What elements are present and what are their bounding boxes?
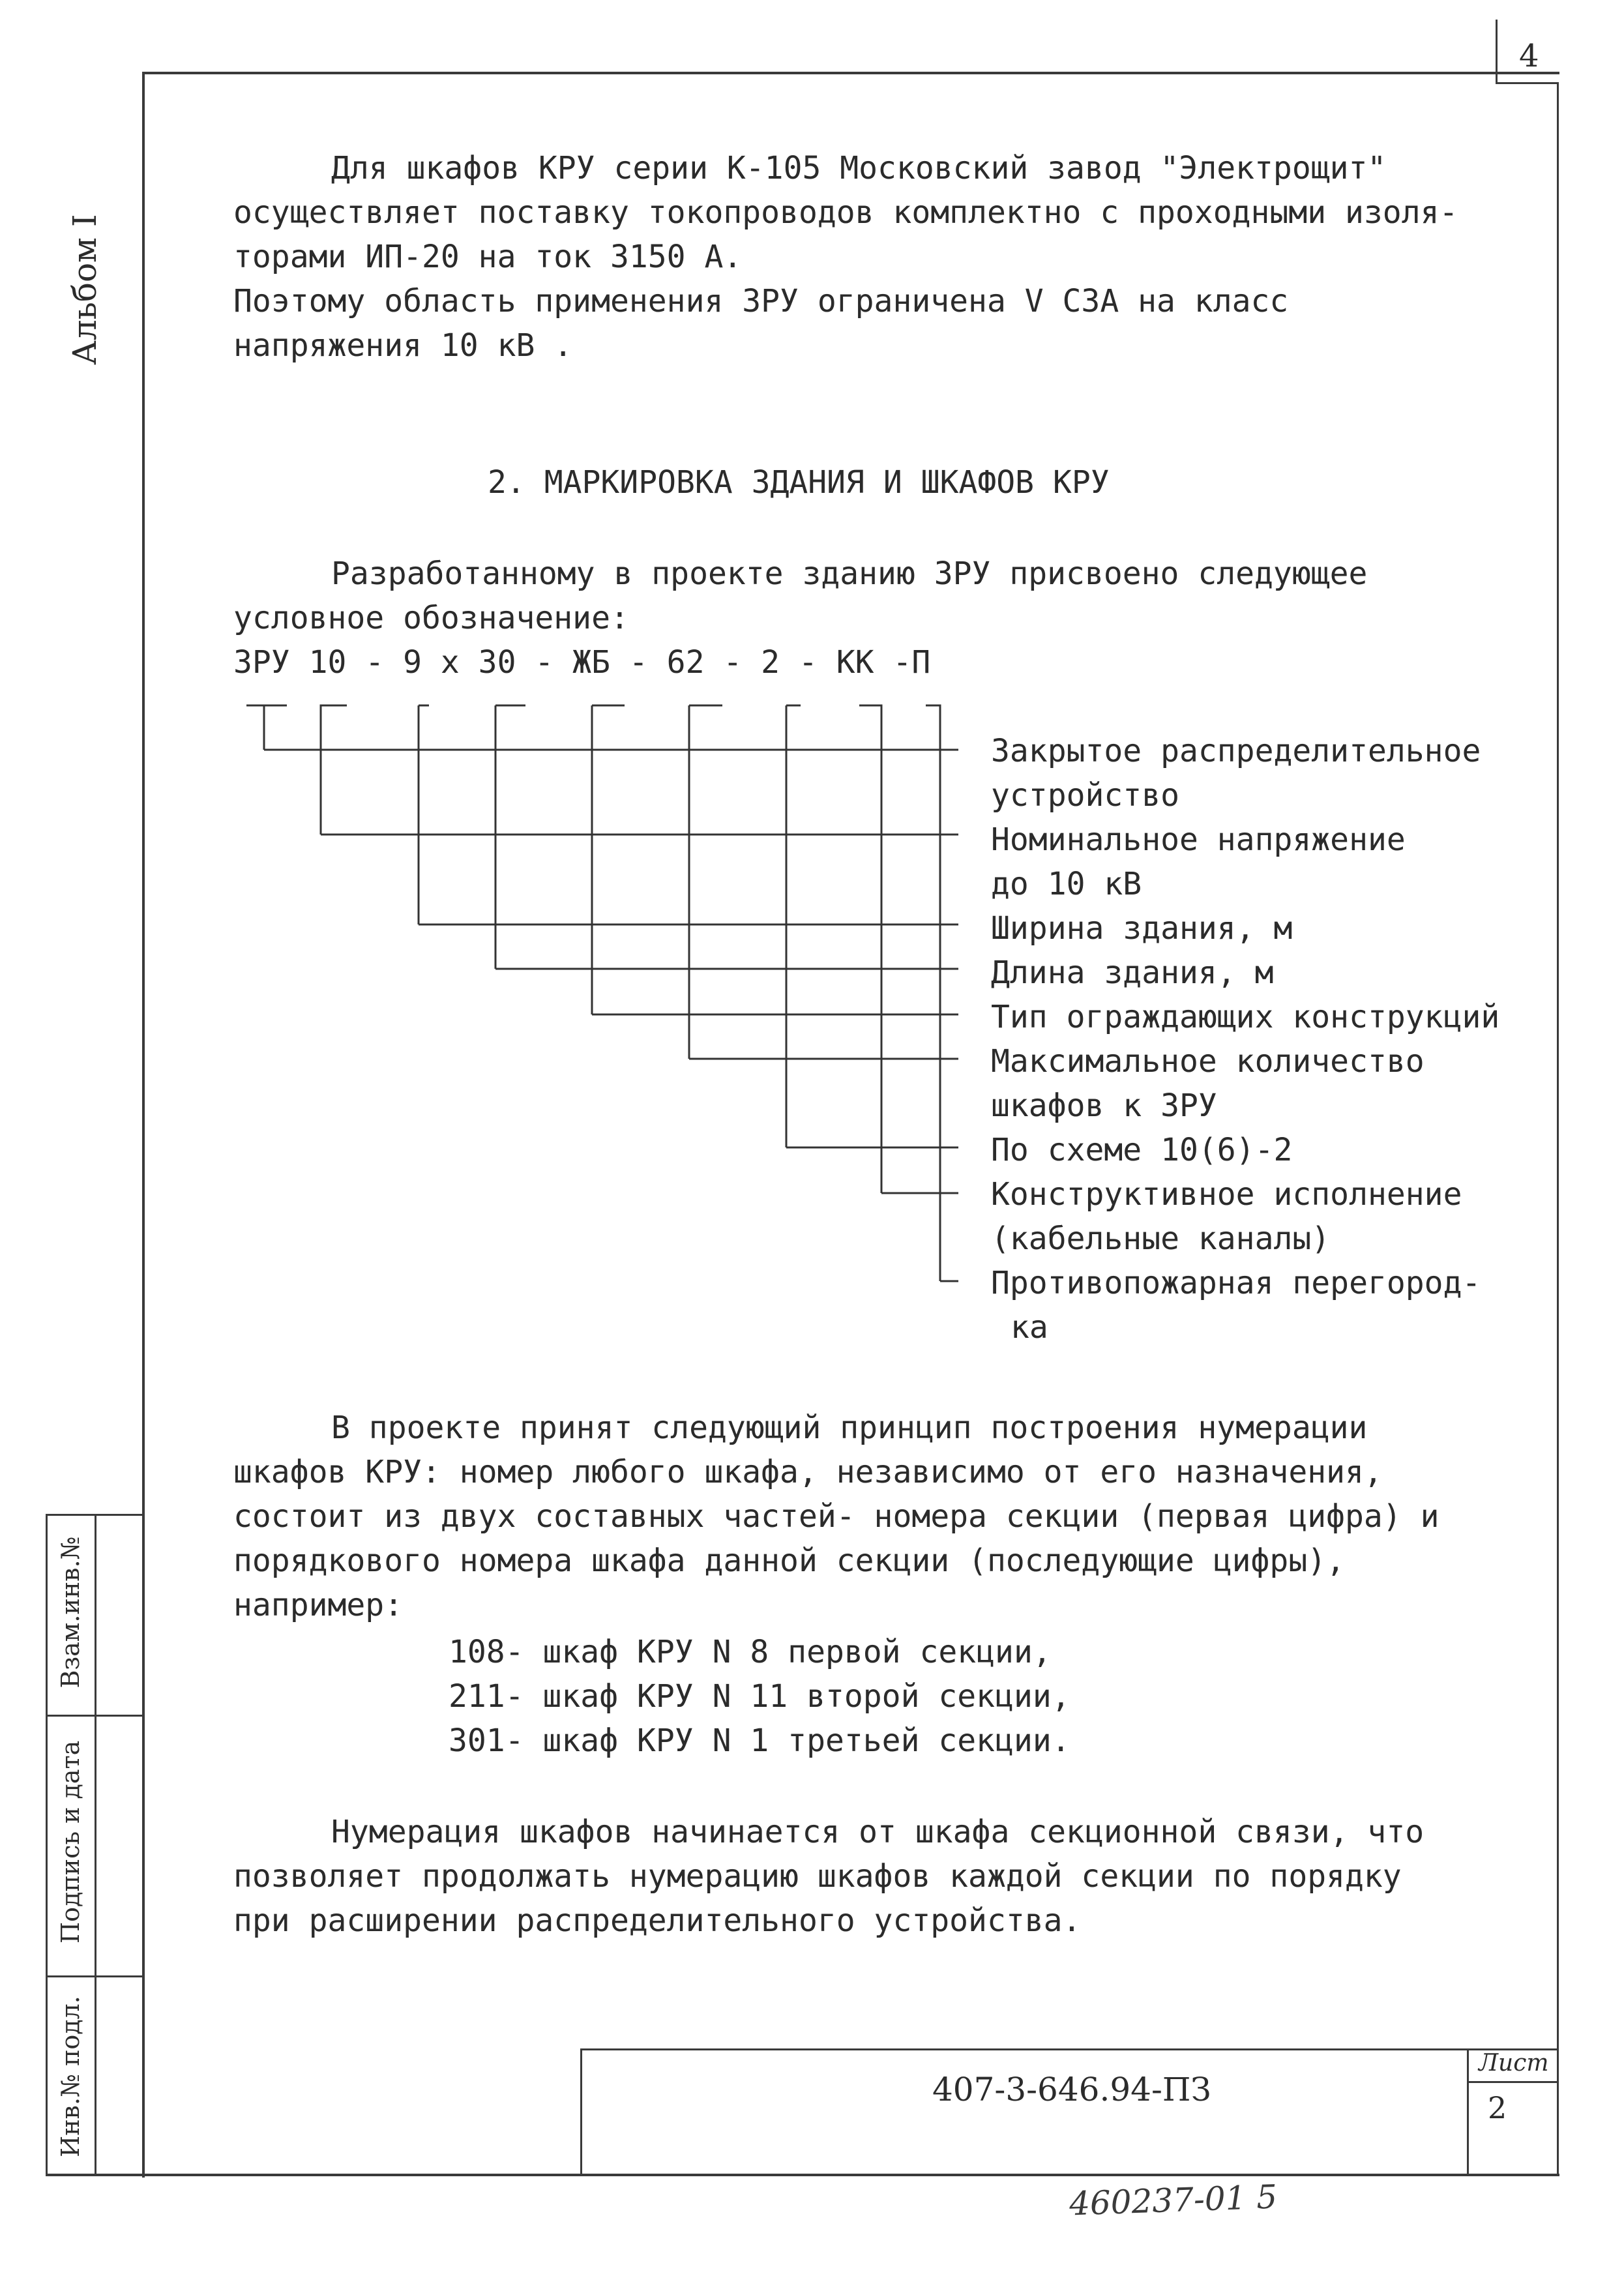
legend-line-9: шкафов к ЗРУ <box>991 1087 1217 1124</box>
paragraph1-line5: напряжения 10 кВ . <box>233 327 573 364</box>
paragraph1-line1: Для шкафов КРУ серии К-105 Московский завод "Электрощит" <box>331 150 1387 186</box>
legend-line-12: (кабельные каналы) <box>991 1220 1331 1257</box>
title-block-sheet-divider <box>1467 2081 1558 2083</box>
legend-line-5: Ширина здания, м <box>991 910 1293 947</box>
example-108: 108- шкаф КРУ N 8 первой секции, <box>449 1634 1052 1670</box>
legend-line-3: Номинальное напряжение <box>991 821 1406 858</box>
paragraph3-line5: например: <box>233 1587 404 1623</box>
stamp-column-mid <box>95 1514 96 2176</box>
paragraph4-line2: позволяет продолжать нумерацию шкафов каждой секции по порядку <box>233 1858 1402 1895</box>
document-code: 407-3-646.94-ПЗ <box>932 2071 1211 2108</box>
designation-code: ЗРУ 10 - 9 х 30 - ЖБ - 62 - 2 - КК -П <box>233 644 931 681</box>
bracket-62 <box>689 705 722 1059</box>
paragraph2-line1: Разработанному в проекте зданию ЗРУ присвоено следующее <box>331 555 1368 592</box>
stamp-inv-original: Инв.№ подл. <box>56 1996 85 2157</box>
paragraph3-line2: шкафов КРУ: номер любого шкафа, независимо от его назначения, <box>233 1454 1383 1490</box>
legend-line-1: Закрытое распределительное <box>991 733 1481 769</box>
paragraph3-line4: порядкового номера шкафа данной секции (последующие цифры), <box>233 1543 1346 1579</box>
paragraph3-line3: состоит из двух составных частей- номера секции (первая цифра) и <box>233 1498 1439 1535</box>
legend-line-7: Тип ограждающих конструкций <box>991 999 1500 1035</box>
handwritten-note: 460237-01 5 <box>1069 2178 1278 2223</box>
bracket-zru <box>246 705 287 750</box>
stamp-exchange-inv: Взам.инв.№ <box>56 1536 85 1689</box>
paragraph1-line2: осуществляет поставку токопроводов комплектно с проходными изоля- <box>233 194 1458 231</box>
title-block-sheet-left <box>1467 2048 1469 2176</box>
sheet-label: Лист <box>1479 2050 1549 2077</box>
bracket-2 <box>786 705 801 1147</box>
bracket-30 <box>495 705 525 969</box>
title-block-top <box>580 2048 1558 2050</box>
page-number: 4 <box>1519 38 1539 74</box>
example-211: 211- шкаф КРУ N 11 второй секции, <box>449 1678 1070 1715</box>
example-301: 301- шкаф КРУ N 1 третьей секции. <box>449 1722 1070 1759</box>
paragraph4-line1: Нумерация шкафов начинается от шкафа секционной связи, что <box>331 1814 1425 1850</box>
legend-line-4: до 10 кВ <box>991 866 1142 902</box>
bracket-10 <box>321 705 347 835</box>
paragraph3-line1: В проекте принят следующий принцип построения нумерации <box>331 1410 1368 1446</box>
legend-line-13: Противопожарная перегород- <box>991 1265 1481 1301</box>
paragraph1-line3: торами ИП-20 на ток 3150 А. <box>233 239 743 275</box>
album-label: Альбом I <box>66 214 104 365</box>
stamp-column-left <box>46 1514 48 2176</box>
paragraph1-line4: Поэтому область применения ЗРУ ограничена V СЗА на класс <box>233 283 1289 319</box>
section-heading: 2. МАРКИРОВКА ЗДАНИЯ И ШКАФОВ КРУ <box>488 464 1110 501</box>
stamp-divider-2 <box>46 1975 145 1977</box>
legend-line-6: Длина здания, м <box>991 954 1274 991</box>
legend-line-10: По схеме 10(6)-2 <box>991 1132 1293 1168</box>
paragraph4-line3: при расширении распределительного устройства. <box>233 1902 1082 1939</box>
legend-line-11: Конструктивное исполнение <box>991 1176 1462 1213</box>
stamp-divider-1 <box>46 1715 145 1717</box>
bracket-9 <box>419 705 429 924</box>
bracket-kk <box>859 705 881 1193</box>
legend-line-14: ка <box>1011 1309 1048 1346</box>
title-block-left <box>580 2048 582 2176</box>
legend-line-8: Максимальное количество <box>991 1043 1425 1080</box>
sheet-number: 2 <box>1488 2090 1507 2125</box>
paragraph2-line2: условное обозначение: <box>233 600 629 636</box>
stamp-signature-date: Подпись и дата <box>56 1740 85 1944</box>
bracket-p <box>926 705 940 1281</box>
legend-line-2: устройство <box>991 777 1179 814</box>
